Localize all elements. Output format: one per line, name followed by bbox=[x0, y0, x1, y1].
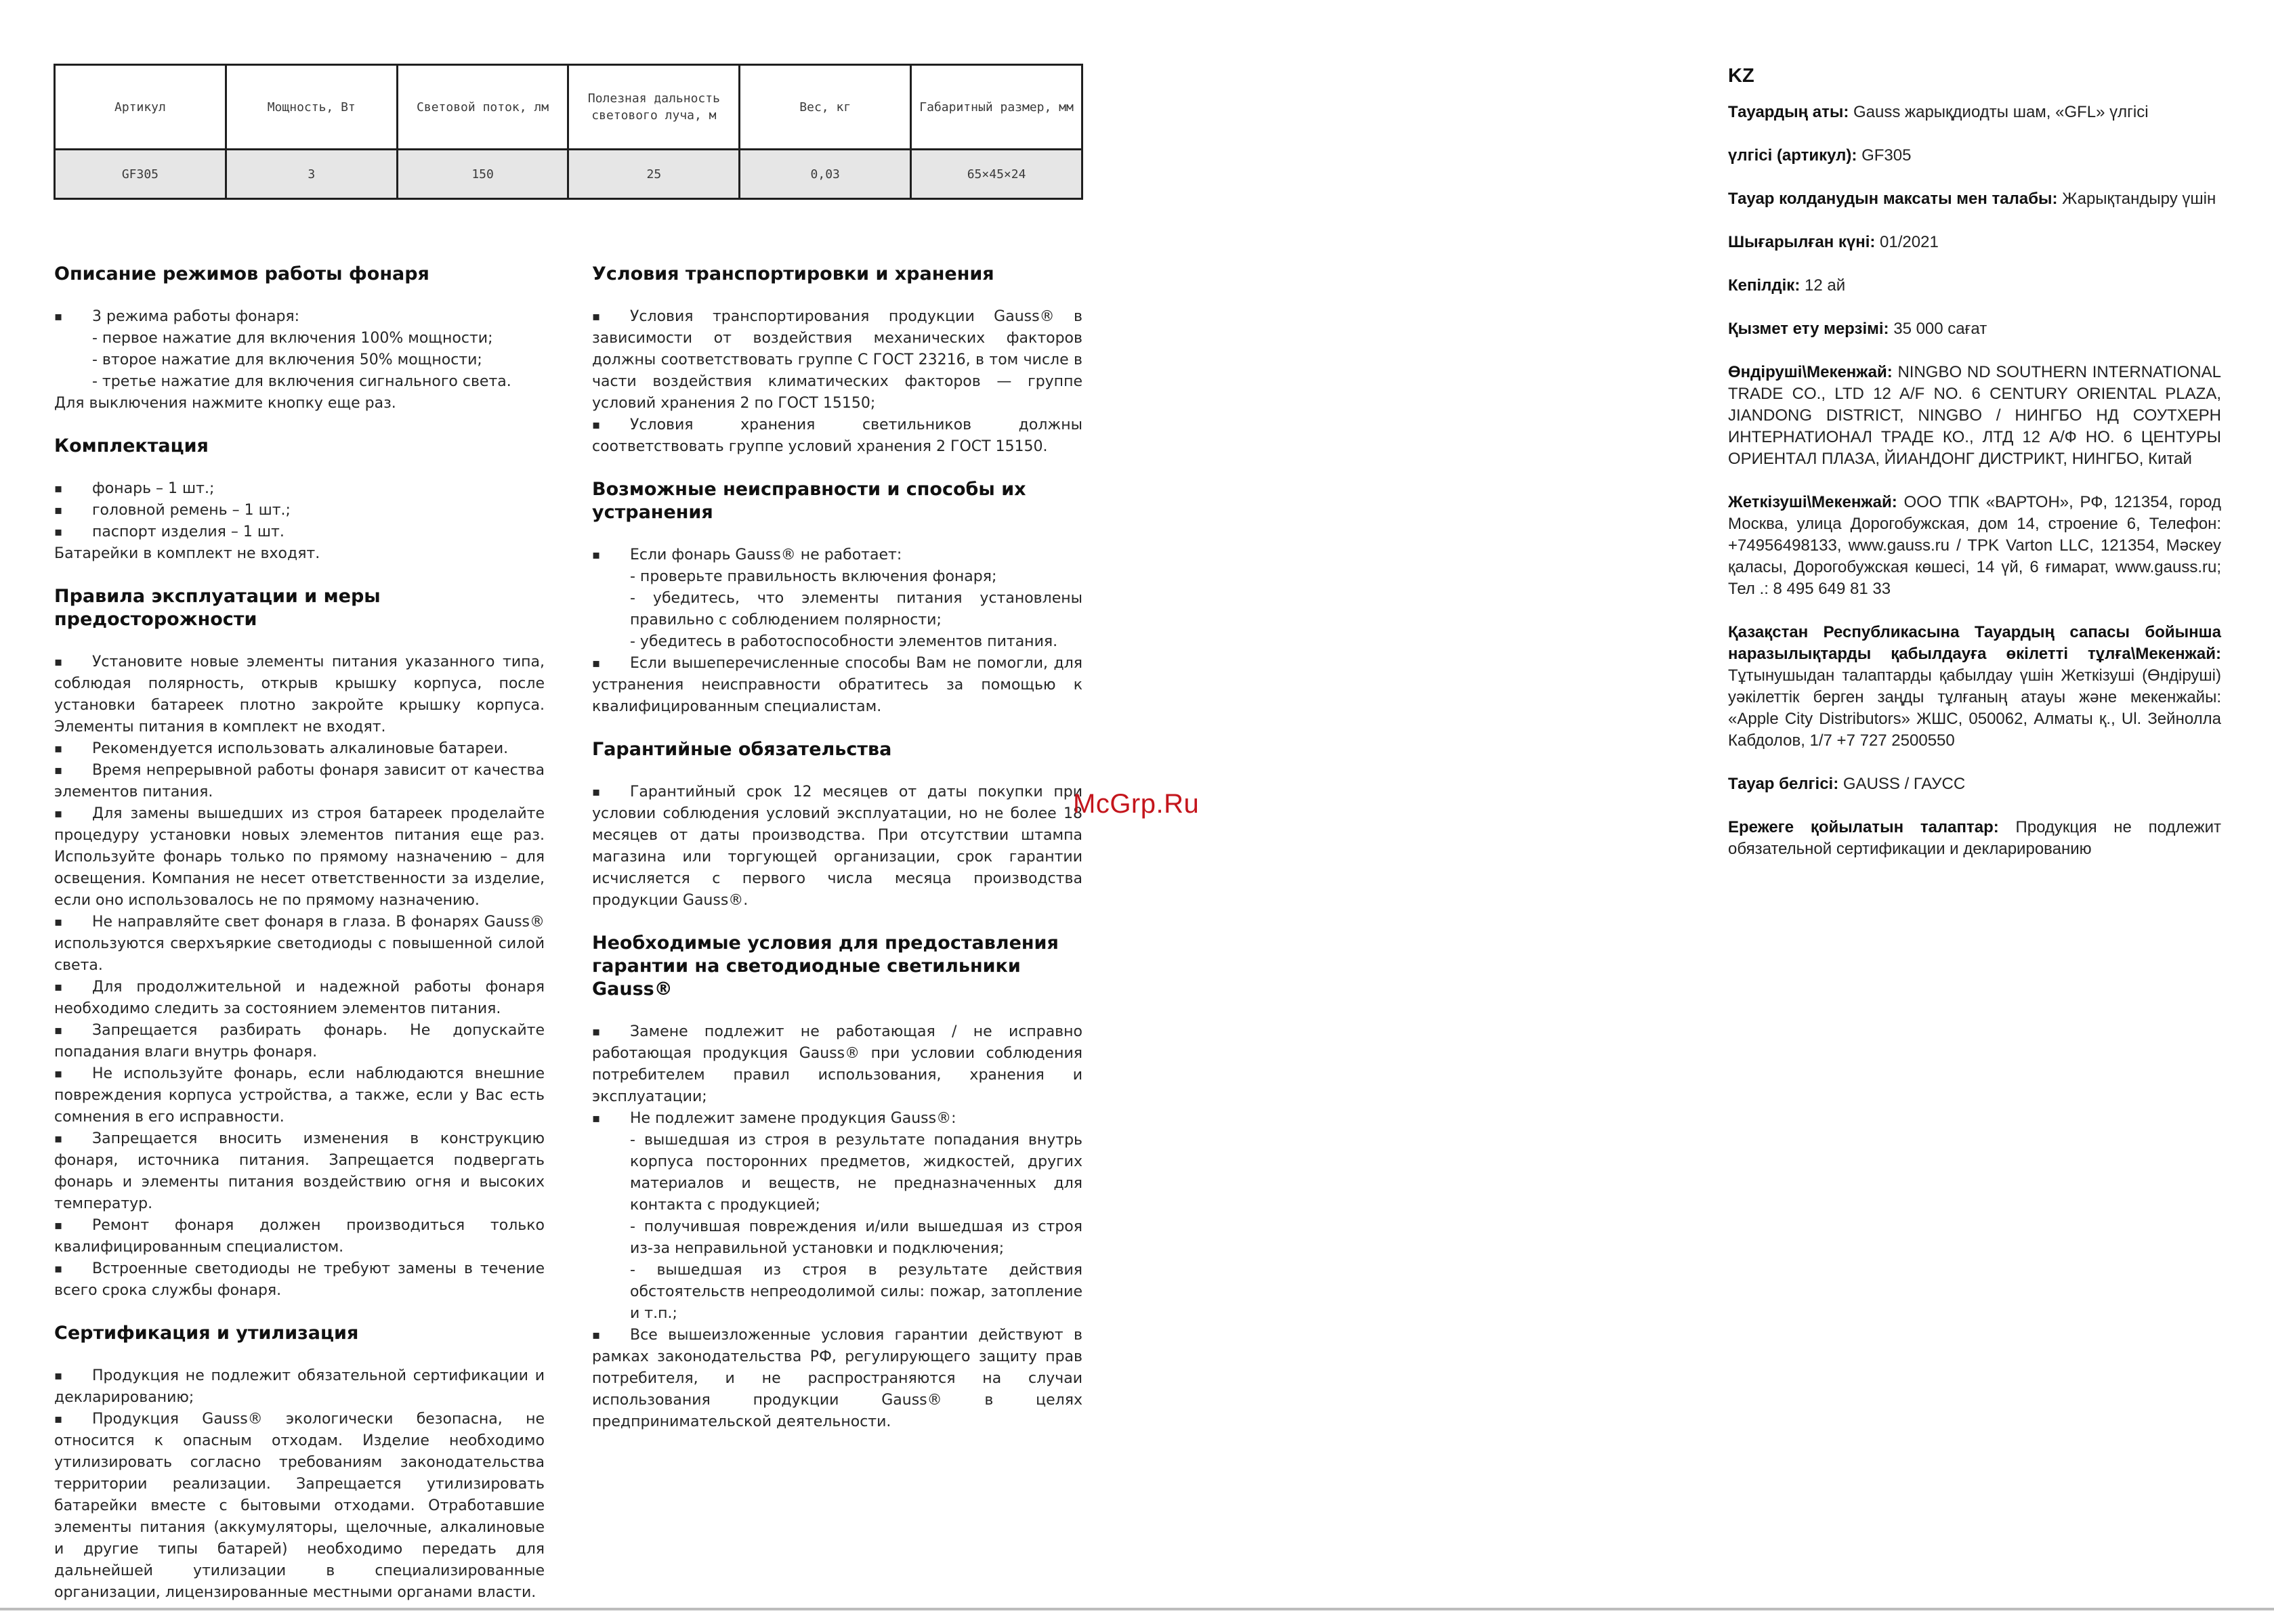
rules-item: ▪ Запрещается вносить изменения в конструкцию фонаря, источника питания. Запрещается подвергать фонарь и элементы питания воздействию огня и высоких температур. bbox=[54, 1128, 545, 1215]
kz-label: Ережеге қойылатын талаптар: bbox=[1728, 818, 1999, 836]
russian-column-left bbox=[54, 263, 545, 1624]
russian-column-right bbox=[592, 263, 1082, 1453]
rules-item: ▪ Для продолжительной и надежной работы фонаря необходимо следить за состоянием элементов питания. bbox=[54, 977, 545, 1020]
kz-column bbox=[1728, 65, 2221, 882]
modes-title: Описание режимов работы фонаря bbox=[54, 263, 429, 284]
kit-item: ▪ паспорт изделия – 1 шт. bbox=[54, 521, 545, 543]
header-article: Артикул bbox=[55, 65, 226, 150]
transport-item: ▪ Условия хранения светильников должны соответствовать группе условий хранения 2 ГОСТ 15150. bbox=[592, 414, 1082, 458]
warranty-item: ▪ Гарантийный срок 12 месяцев от даты покупки при условии соблюдения условий эксплуатации, но не более 18 месяцев от даты производства. При отсутствии штампа магазина или торгующей организации, срок гарантии исчисляется с первого числа месяца производства продукции Gauss®. bbox=[592, 782, 1082, 912]
cell-range: 25 bbox=[568, 150, 740, 199]
spec-data-row bbox=[55, 150, 1082, 199]
rules-item: ▪ Запрещается разбирать фонарь. Не допускайте попадания влаги внутрь фонаря. bbox=[54, 1020, 545, 1063]
faults-item: ▪ Если вышеперечисленные способы Вам не помогли, для устранения неисправности обратитесь за помощью к квалифицированным специалистам. bbox=[592, 653, 1082, 718]
kz-value: NINGBO ND SOUTHERN INTERNATIONAL TRADE CO., LTD 12 A/F NO. 6 CENTURY ORIENTAL PLAZA, JIANDONG DISTRICT, NINGBO / НИНГБО НД СОУТХЕРН ИНТЕРНАТИОНАЛ ТРАДЕ КО., ЛТД 12 А/Ф НО. 6 ЦЕНТУРЫ ОРИЕНТАЛ ПЛАЗА, ЙИАНДОНГ ДИСТРИКТ, НИНГБО, Китай bbox=[1728, 363, 2221, 468]
bottom-divider bbox=[0, 1608, 2274, 1610]
kz-item bbox=[1728, 275, 2221, 297]
kz-label: Жеткізуші\Мекенжай: bbox=[1728, 493, 1897, 511]
kz-value: Тұтынушыдан талаптарды қабылдау үшін Жеткізуші (Өндіруші) уәкілеттік берген заңды тұлғаның атауы және мекенжайы: «Apple City Distributors» ЖШС, 050062, Алматы қ., Ul. Зейнолла Кабдолов, 1/7 +7 727 2500550 bbox=[1728, 666, 2221, 750]
rules-item: ▪ Время непрерывной работы фонаря зависит от качества элементов питания. bbox=[54, 760, 545, 803]
cell-article: GF305 bbox=[55, 150, 226, 199]
conditions-item: ▪ Не подлежит замене продукция Gauss®: bbox=[592, 1108, 1082, 1130]
section-warranty bbox=[592, 738, 1082, 912]
kz-label: Тауар белгісі: bbox=[1728, 775, 1839, 793]
kz-value: 01/2021 bbox=[1875, 233, 1939, 251]
spec-table bbox=[54, 64, 1083, 200]
kz-item bbox=[1728, 492, 2221, 600]
header-power: Мощность, Вт bbox=[226, 65, 397, 150]
rules-item: ▪ Ремонт фонаря должен производиться только квалифицированным специалистом. bbox=[54, 1215, 545, 1258]
rules-item: ▪ Для замены вышедших из строя батареек проделайте процедуру установки новых элементов питания еще раз. Используйте фонарь только по прямому назначению – для освещения. Компания не несет ответственности за изделие, если оно использовалось не по прямому назначению. bbox=[54, 803, 545, 912]
section-conditions bbox=[592, 932, 1082, 1433]
kz-item bbox=[1728, 318, 2221, 340]
section-kit bbox=[54, 435, 545, 565]
cert-item: ▪ Продукция не подлежит обязательной сертификации и декларированию; bbox=[54, 1365, 545, 1409]
section-transport bbox=[592, 263, 1082, 458]
modes-dash-3: - третье нажатие для включения сигнального света. bbox=[92, 373, 511, 390]
rules-item: ▪ Не используйте фонарь, если наблюдаются внешние повреждения корпуса устройства, а также, если у Вас есть сомнения в его исправности. bbox=[54, 1063, 545, 1128]
kz-item bbox=[1728, 622, 2221, 752]
cell-weight: 0,03 bbox=[740, 150, 911, 199]
rules-title: Правила эксплуатации и меры предосторожности bbox=[54, 586, 381, 630]
conditions-item: ▪ Все вышеизложенные условия гарантии действуют в рамках законодательства РФ, регулирующего защиту прав потребителя, и не распространяются на случаи использования продукции Gauss® в целях предпринимательской деятельности. bbox=[592, 1325, 1082, 1433]
warranty-title: Гарантийные обязательства bbox=[592, 739, 892, 760]
rules-item: ▪ Рекомендуется использовать алкалиновые батареи. bbox=[54, 738, 545, 760]
cert-item: ▪ Продукция Gauss® экологически безопасна, не относится к опасным отходам. Изделие необходимо утилизировать согласно требованиям законодательства территории реализации. Запрещается утилизировать батарейки вместе с бытовыми отходами. Отработавшие элементы питания (аккумуляторы, щелочные, алкалиновые и другие типы батарей) необходимо передать для дальнейшей утилизации в специализированные организации, лицензированные местными органами власти. bbox=[54, 1409, 545, 1604]
kz-label: Қызмет ету мерзімі: bbox=[1728, 320, 1889, 338]
kz-code: KZ bbox=[1728, 65, 1754, 87]
kz-value: Продукция не подлежит обязательной сертификации и декларированию bbox=[1728, 818, 2221, 858]
faults-item: ▪ Если фонарь Gauss® не работает: bbox=[592, 544, 1082, 566]
kz-label: Тауардың аты: bbox=[1728, 103, 1849, 121]
kz-label: Қазақстан Республикасына Тауардың сапасы бойынша наразылықтарды қабылдауға өкілетті тұлға\Мекенжай: bbox=[1728, 623, 2221, 663]
kz-value: Жарықтандыру үшін bbox=[2057, 190, 2216, 208]
kit-note: Батарейки в комплект не входят. bbox=[54, 545, 320, 562]
conditions-title: Необходимые условия для предоставления гарантии на светодиодные светильники Gauss® bbox=[592, 933, 1059, 1000]
conditions-dash: - получившая повреждения и/или вышедшая из строя из-за неправильной установки и подключения; bbox=[630, 1218, 1082, 1257]
modes-off-note: Для выключения нажмите кнопку еще раз. bbox=[54, 395, 396, 412]
kz-label: Кепілдік: bbox=[1728, 276, 1801, 295]
cell-flux: 150 bbox=[397, 150, 568, 199]
header-range: Полезная дальность светового луча, м bbox=[568, 65, 740, 150]
transport-item: ▪ Условия транспортирования продукции Gauss® в зависимости от воздействия механических факторов должны соответствовать группе С ГОСТ 23216, в том числе в части воздействия климатических факторов — группе условий хранения 2 по ГОСТ 15150; bbox=[592, 306, 1082, 414]
rules-item: ▪ Не направляйте свет фонаря в глаза. В фонарях Gauss® используются сверхъяркие светодиоды с повышенной силой света. bbox=[54, 912, 545, 977]
header-weight: Вес, кг bbox=[740, 65, 911, 150]
rules-item: ▪ Встроенные светодиоды не требуют замены в течение всего срока службы фонаря. bbox=[54, 1258, 545, 1302]
kz-value: Gauss жарықдиодты шам, «GFL» үлгісі bbox=[1849, 103, 2149, 121]
faults-dash: - убедитесь, что элементы питания установлены правильно с соблюдением полярности; bbox=[630, 590, 1082, 628]
cell-size: 65×45×24 bbox=[911, 150, 1082, 199]
kz-item bbox=[1728, 817, 2221, 860]
modes-bullet: ▪ 3 режима работы фонаря: bbox=[54, 306, 545, 328]
kit-item: ▪ фонарь – 1 шт.; bbox=[54, 478, 545, 500]
kz-item bbox=[1728, 362, 2221, 470]
kz-label: Тауар колданудын максаты мен талабы: bbox=[1728, 190, 2058, 208]
header-size: Габаритный размер, мм bbox=[911, 65, 1082, 150]
modes-dash-1: - первое нажатие для включения 100% мощности; bbox=[92, 330, 493, 347]
kz-item bbox=[1728, 145, 2221, 167]
faults-dash: - проверьте правильность включения фонаря; bbox=[630, 568, 997, 585]
section-faults bbox=[592, 478, 1082, 718]
cert-title: Сертификация и утилизация bbox=[54, 1323, 359, 1344]
kz-item bbox=[1728, 773, 2221, 795]
conditions-item: ▪ Замене подлежит не работающая / не исправно работающая продукция Gauss® при условии соблюдения потребителем правил использования, хранения и эксплуатации; bbox=[592, 1021, 1082, 1108]
spec-header-row bbox=[55, 65, 1082, 150]
section-modes bbox=[54, 263, 545, 414]
kz-label: Өндіруші\Мекенжай: bbox=[1728, 363, 1893, 381]
kz-value: GF305 bbox=[1857, 146, 1912, 165]
kz-item bbox=[1728, 232, 2221, 253]
section-certification bbox=[54, 1322, 545, 1604]
kz-item bbox=[1728, 102, 2221, 123]
conditions-dash: - вышедшая из строя в результате попадания внутрь корпуса посторонних предметов, жидкостей, других материалов и веществ, не предназначенных для контакта с продукцией; bbox=[630, 1132, 1082, 1214]
kit-item: ▪ головной ремень – 1 шт.; bbox=[54, 500, 545, 521]
transport-title: Условия транспортировки и хранения bbox=[592, 263, 994, 284]
kit-title: Комплектация bbox=[54, 435, 209, 456]
kz-label: үлгісі (артикул): bbox=[1728, 146, 1857, 165]
conditions-dash: - вышедшая из строя в результате действия обстоятельств непреодолимой силы: пожар, затопление и т.п.; bbox=[630, 1262, 1082, 1322]
watermark-text: McGrp.Ru bbox=[1073, 789, 1200, 819]
header-flux: Световой поток, лм bbox=[397, 65, 568, 150]
kz-value: 12 ай bbox=[1800, 276, 1846, 295]
faults-title: Возможные неисправности и способы их устранения bbox=[592, 479, 1026, 523]
kz-value: 35 000 сағат bbox=[1889, 320, 1987, 338]
kz-value: ООО ТПК «ВАРТОН», РФ, 121354, город Москва, улица Дорогобужская, дом 14, строение 6, Телефон: +74956498133, www.gauss.ru / TPK Varton LLC, 121354, Мәскеу қаласы, Дорогобужская көшесі, 14 үй, 6 ғимарат, www.gauss.ru; Тел .: 8 495 649 81 33 bbox=[1728, 493, 2221, 598]
kz-label: Шығарылған күні: bbox=[1728, 233, 1876, 251]
faults-dash: - убедитесь в работоспособности элементов питания. bbox=[630, 633, 1058, 650]
rules-item: ▪ Установите новые элементы питания указанного типа, соблюдая полярность, открыв крышку корпуса, после установки батареек плотно закройте крышку корпуса. Элементы питания в комплект не входят. bbox=[54, 651, 545, 738]
section-rules bbox=[54, 585, 545, 1302]
cell-power: 3 bbox=[226, 150, 397, 199]
kz-item bbox=[1728, 188, 2221, 210]
modes-dash-2: - второе нажатие для включения 50% мощности; bbox=[92, 351, 482, 368]
kz-value: GAUSS / ГАУСС bbox=[1838, 775, 1966, 793]
